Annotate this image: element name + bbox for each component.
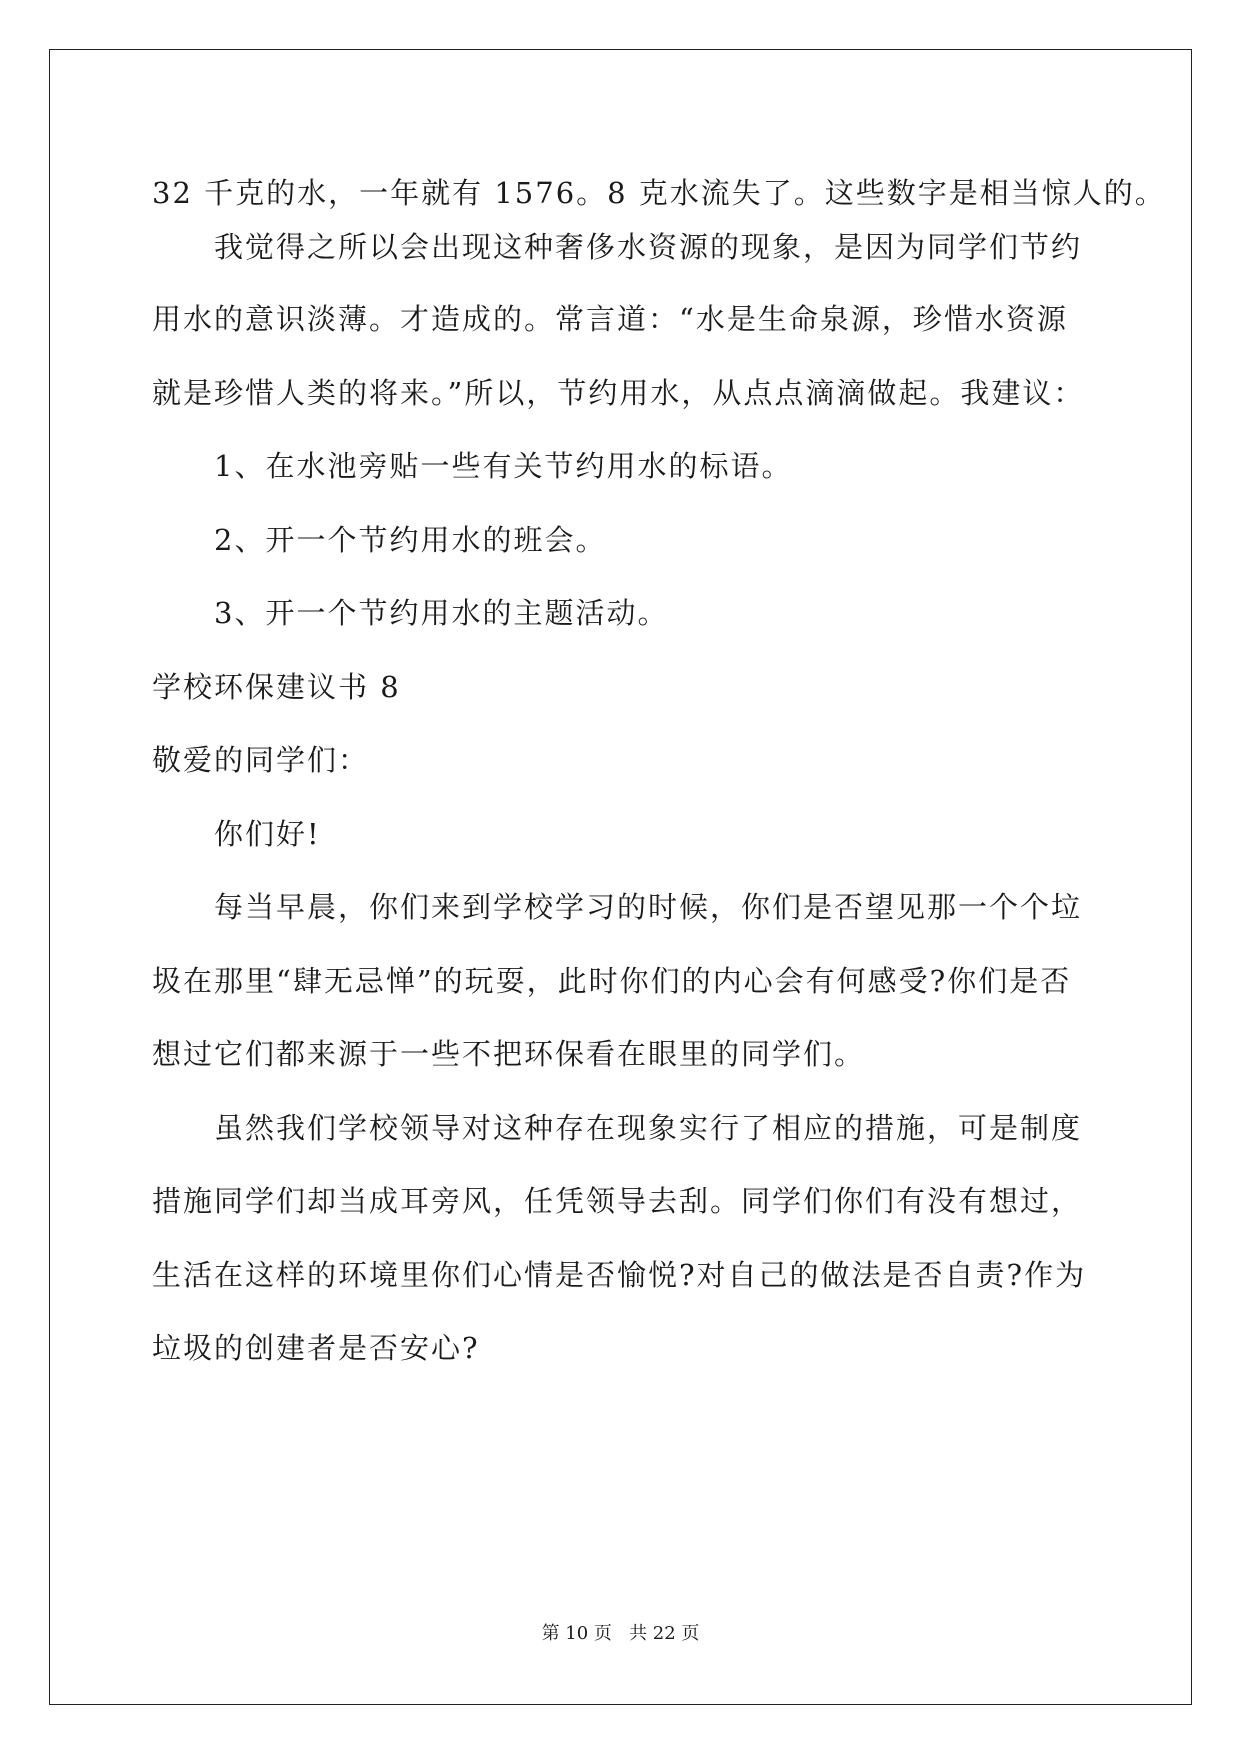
greeting: 你们好! bbox=[214, 817, 321, 851]
suggestion-item-3: 3、开一个节约用水的主题活动。 bbox=[214, 596, 669, 630]
body-line-4: 就是珍惜人类的将来。”所以，节约用水，从点点滴滴做起。我建议： bbox=[152, 376, 1085, 410]
page-frame bbox=[49, 49, 1192, 1705]
page-number-footer: 第 10 页 共 22 页 bbox=[541, 1623, 700, 1644]
body-line-1: 32 千克的水，一年就有 1576。8 克水流失了。这些数字是相当惊人的。 bbox=[152, 176, 1166, 210]
section-heading: 学校环保建议书 8 bbox=[152, 670, 401, 704]
suggestion-item-1: 1、在水池旁贴一些有关节约用水的标语。 bbox=[214, 449, 793, 483]
body-line-2: 我觉得之所以会出现这种奢侈水资源的现象，是因为同学们节约 bbox=[214, 230, 1083, 264]
body-line-11: 垃圾的创建者是否安心? bbox=[152, 1331, 480, 1365]
body-line-10: 生活在这样的环境里你们心情是否愉悦?对自己的做法是否自责?作为 bbox=[152, 1258, 1087, 1292]
body-line-5: 每当早晨，你们来到学校学习的时候，你们是否望见那一个个垃 bbox=[214, 890, 1083, 924]
body-line-3: 用水的意识淡薄。才造成的。常言道：“水是生命泉源，珍惜水资源 bbox=[152, 302, 1068, 336]
suggestion-item-2: 2、开一个节约用水的班会。 bbox=[214, 523, 607, 557]
salutation: 敬爱的同学们： bbox=[152, 743, 370, 777]
body-line-6: 圾在那里“肆无忌惮”的玩耍，此时你们的内心会有何感受?你们是否 bbox=[152, 964, 1072, 998]
body-line-7: 想过它们都来源于一些不把环保看在眼里的同学们。 bbox=[152, 1037, 866, 1071]
body-line-8: 虽然我们学校领导对这种存在现象实行了相应的措施，可是制度 bbox=[214, 1111, 1083, 1145]
body-line-9: 措施同学们却当成耳旁风，任凭领导去刮。同学们你们有没有想过， bbox=[152, 1184, 1083, 1218]
